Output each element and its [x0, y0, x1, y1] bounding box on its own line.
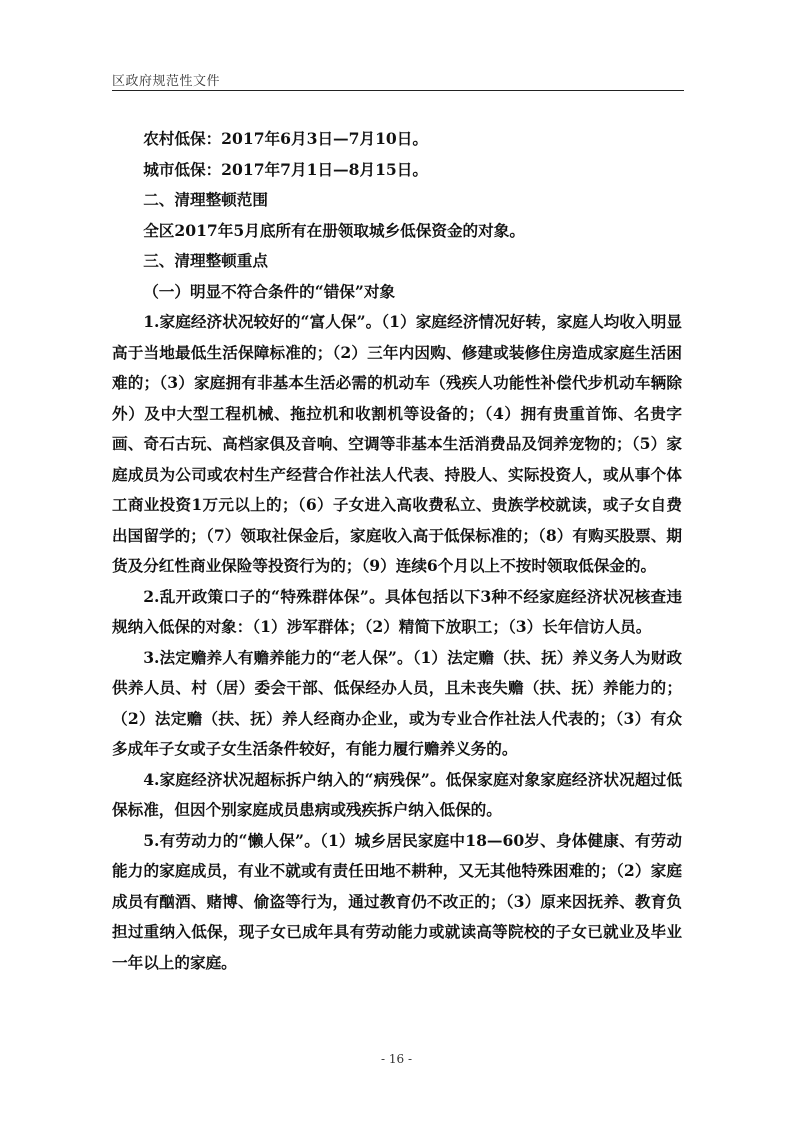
- scope-paragraph: 全区2017年5月底所有在册领取城乡低保资金的对象。: [143, 220, 525, 240]
- item-2-paragraph: 2.乱开政策口子的“特殊群体保”。具体包括以下3种不经家庭经济状况核查违规纳入低保的对象：（1）涉军群体；（2）精简下放职工；（3）长年信访人员。: [112, 586, 682, 636]
- section-heading-focus: 三、清理整顿重点: [143, 251, 268, 270]
- item-4-paragraph: 4.家庭经济状况超标拆户纳入的“病残保”。低保家庭对象家庭经济状况超过低保标准，但因个别家庭成员患病或残疾拆户纳入低保的。: [112, 769, 682, 819]
- item-1-paragraph: 1.家庭经济状况较好的“富人保”。（1）家庭经济情况好转，家庭人均收入明显高于当地最低生活保障标准的；（2）三年内因购、修建或装修住房造成家庭生活困难的；（3）家庭拥有非基本生活必需的机动车（残疾人功能性补偿代步机动车辆除外）及中大型工程机械、拖拉机和收割机等设备的；（4）拥有贵重首饰、名贵字画、奇石古玩、高档家俱及音响、空调等非基本生活消费品及饲养宠物的；（5）家庭成员为公司或农村生产经营合作社法人代表、持股人、实际投资人，或从事个体工商业投资1万元以上的；（6）子女进入高收费私立、贵族学校就读，或子女自费出国留学的；（7）领取社保金后，家庭收入高于低保标准的；（8）有购买股票、期货及分红性商业保险等投资行为的；（9）连续6个月以上不按时领取低保金的。: [112, 312, 682, 575]
- section-heading-scope: 二、清理整顿范围: [143, 190, 268, 209]
- rural-schedule-line: 农村低保：2017年6月3日—7月10日。: [143, 129, 428, 148]
- header-title: 区政府规范性文件: [112, 74, 221, 89]
- item-5-paragraph: 5.有劳动力的“懒人保”。（1）城乡居民家庭中18—60岁、身体健康、有劳动能力的家庭成员，有业不就或有责任田地不耕种，又无其他特殊困难的；（2）家庭成员有酗酒、赌博、偷盗等行为，通过教育仍不改正的；（3）原来因抚养、教育负担过重纳入低保，现子女已成年具有劳动能力或就读高等院校的子女已就业及毕业一年以上的家庭。: [112, 830, 682, 972]
- document-body: [112, 124, 682, 978]
- item-3-paragraph: 3.法定赡养人有赡养能力的“老人保”。（1）法定赡（扶、抚）养义务人为财政供养人员、村（居）委会干部、低保经办人员，且未丧失赡（扶、抚）养能力的；（2）法定赡（扶、抚）养人经商办企业，或为专业合作社法人代表的；（3）有众多成年子女或子女生活条件较好，有能力履行赡养义务的。: [112, 647, 682, 758]
- urban-schedule-line: 城市低保：2017年7月1日—8月15日。: [143, 159, 428, 179]
- page-number: - 16 -: [380, 1052, 412, 1066]
- subsection-heading: （一）明显不符合条件的“错保”对象: [143, 281, 396, 301]
- document-header: [112, 70, 684, 91]
